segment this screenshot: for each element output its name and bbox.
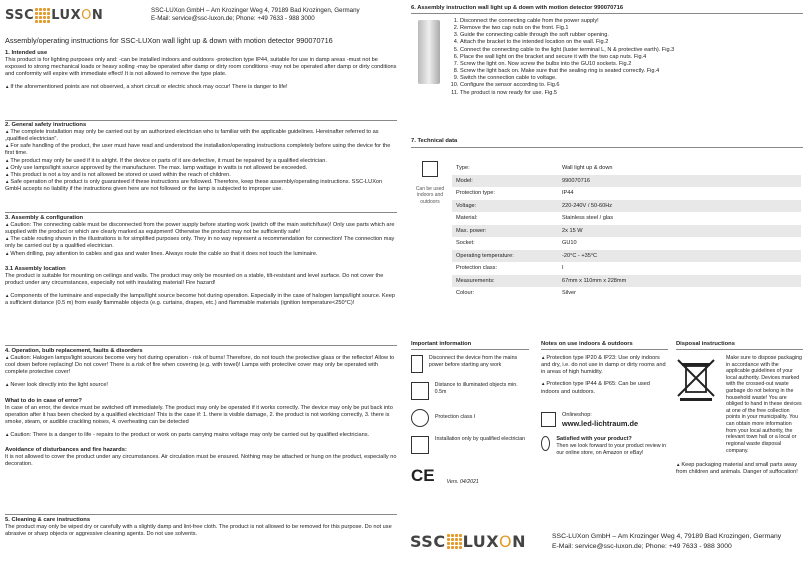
tech-value: I	[562, 265, 564, 272]
step: 2. Remove the two cap nuts on the front. Fig.1	[460, 25, 800, 32]
section-6-title: 6. Assembly instruction wall light up & down with motion detector 990070716	[411, 5, 624, 11]
protection-class-icon	[411, 409, 429, 427]
important-item: Protection class I	[435, 414, 476, 420]
step: 7. Screw the light on. Now screw the bulbs into the GU10 sockets. Fig.2	[460, 61, 800, 68]
satisfied-title: Satisfied with your product?	[556, 435, 632, 442]
s3-p2: ▲ The cable routing shown in the illustrations is for simplified purposes only. They in no way represent a recommendation for connection! The connection may only be carried out by a qualified electrician.	[5, 236, 397, 250]
disposal-warning: ▲ Keep packaging material and small parts away from children and animals. Danger of suffocation!	[676, 462, 803, 476]
s4-p4-title: Avoidance of disturbances and fire hazards:	[5, 447, 127, 454]
tech-value: -20°C - +35°C	[558, 250, 801, 263]
s4-p4: It is not allowed to cover the product under any circumstances. Air circulation must be ensured. Nothing may be attached or hung on the product, especially no decoration.	[5, 454, 397, 468]
shop-link[interactable]: www.led-lichtraum.de	[562, 418, 639, 428]
s2-p3: ▲ The product may only be used if it is alright. If the device or parts of it are defective, it must be repaired by a qualified electrician.	[5, 158, 397, 165]
s4-q-body: In case of an error, the device must be switched off immediately. The product may only be operated if it works correctly. The device may only be put back into operation after it has been checked by a qualified electrician! This is the case if: 1. there is visible damage, 2. the product is not working correctly, 3. there is smoke, steam, or audible crackling noises, 4. overheating can be detected	[5, 404, 393, 425]
section-1-title: 1. Intended use	[5, 50, 48, 56]
s4-p2: ▲ Never look directly into the light source!	[5, 382, 397, 389]
s2-p1: ▲ The complete installation may only be carried out by an authorized electrician who is familiar with the applicable guidelines. Hereinafter referred to as „qualified electrician".	[5, 129, 397, 143]
indoor-outdoor-caption: Can be used indoors and outdoors	[415, 186, 445, 205]
s2-p2: ▲ For safe handling of the product, the user must have read and understood the installation/operating instructions completely before using the device for the first time.	[5, 143, 397, 157]
important-item: Installation only by qualified electrician	[435, 436, 526, 442]
tech-value: 990070716	[558, 175, 801, 188]
important-item: Distance to illuminated objects min. 0.5m	[434, 382, 518, 395]
section-3	[5, 215, 397, 307]
product-image	[418, 20, 440, 84]
tech-table	[452, 162, 801, 300]
tech-value: 67mm x 110mm x 228mm	[558, 275, 801, 288]
smiley-icon	[541, 436, 550, 451]
disconnect-icon	[411, 355, 423, 373]
s3-sub-body: The product is suitable for mounting on ceilings and walls. The product may only be mounted on a stable, tilt-resistant and level surface. Do not cover the product under any circumstances, especially not with insulating material! Fire hazard!	[5, 272, 384, 286]
important-title: Important information	[411, 341, 472, 347]
tech-value: Stainless steel / glas	[562, 215, 613, 222]
tech-value: IP44	[562, 190, 574, 197]
important-item: Disconnect the device from the mains power before starting any work	[428, 355, 518, 368]
tech-value: 220-240V / 50-60Hz	[558, 200, 801, 213]
tech-label: Max. power:	[452, 225, 558, 238]
shop-label: Onlineshop:	[562, 411, 592, 418]
tech-label: Protection type:	[456, 190, 495, 197]
tech-label: Operating temperature:	[452, 250, 558, 263]
tech-value: Silver	[562, 290, 576, 297]
shop-icon	[541, 412, 556, 427]
s4-p1: ▲ Caution: Halogen lamps/light sources become very hot during operation - risk of burns! Therefore, do not touch the protective glass or the reflector! Allow to cool down before replacing! Do not cover! There is a risk of fire when covering (e.g. with towel)! Lamps with protective cover may only be operated with complete protective cover!	[5, 355, 397, 376]
version: Vers. 04/2021	[446, 479, 479, 486]
disposal-title: Disposal instructions	[676, 341, 735, 347]
section-3-title: 3. Assembly & configuration	[5, 215, 84, 221]
step: 4. Attach the bracket to the intended location on the wall. Fig.2	[460, 39, 800, 46]
step: 9. Switch the connection cable to voltage.	[460, 75, 800, 82]
tech-label: Colour:	[456, 290, 475, 297]
s4-q: What to do in case of error?	[5, 397, 82, 404]
s3-p3: ▲ When drilling, pay attention to cables and gas and water lines. Always route the cable so that it does not touch the luminaire.	[5, 251, 397, 258]
step: 3. Guide the connecting cable through the soft rubber opening.	[460, 32, 800, 39]
tech-label: Material:	[456, 215, 478, 222]
satisfied-body: Then we look forward to your product review in our online store, on Amazon or eBay!	[556, 443, 667, 456]
notes-p2: ▲ Protection type IP44 & IP65: Can be used indoors and outdoors.	[541, 381, 668, 395]
tech-value: GU10	[562, 240, 577, 247]
s4-p3: ▲ Caution: There is a danger to life - repairs to the product or work on parts carrying mains voltage may only be carried out by qualified electricians.	[5, 432, 397, 439]
step: 1. Disconnect the connecting cable from the power supply!	[460, 18, 800, 25]
step: 5. Connect the connecting cable to the light (luster terminal L, N & protective earth). Fig.3	[460, 47, 800, 54]
tech-label: Type:	[456, 165, 470, 172]
s3-sub-title: 3.1 Assembly location	[5, 265, 66, 272]
tech-label: Protection class:	[456, 265, 498, 272]
distance-icon	[411, 382, 429, 400]
tech-label: Measurements:	[452, 275, 558, 288]
assembly-steps	[450, 18, 800, 97]
electrician-icon	[411, 436, 429, 454]
section-4	[5, 348, 397, 468]
tech-label: Socket:	[456, 240, 475, 247]
notes-title: Notes on use indoors & outdoors	[541, 341, 633, 347]
section-5-body: The product may only be wiped dry or carefully with a slightly damp and lint-free cloth. The product is not allowed to be removed for this purpose. Do not use abrasive or sharp objects or aggressive cleaning agents. Do not use solvents.	[5, 523, 392, 538]
tech-label: Voltage:	[452, 200, 558, 213]
s2-p6: ▲ Safe operation of the product is only guaranteed if these instructions are followed. Therefore, keep these assembly/operating instructions. SSC-LUXon GmbH accepts no liability if the instructions given here are not followed or the lamp is subjected to improper use.	[5, 179, 397, 193]
section-7-title: 7. Technical data	[411, 138, 458, 144]
section-1-body: This product is for lighting purposes only and: -can be installed indoors and outdoors -protection type IP44, suitable for use in damp areas -must not be exposed to strong mechanical loads or heavy soiling -may be operated after damp or dirty room conditions -may not be operated after damp or dirty conditions and conformity will expire with immediate effect! It is not allowed to remove the type plate.	[5, 56, 397, 78]
crossed-bin-icon	[676, 358, 716, 402]
step: 8. Screw the light back on. Make sure that the sealing ring is seated correctly. Fig.4	[460, 68, 800, 75]
section-4-title: 4. Operation, bulb replacement, faults & disorders	[5, 348, 143, 354]
notes-body	[541, 355, 668, 457]
section-1-warning: ▲ If the aforementioned points are not observed, a short circuit or electric shock may occur! There is danger to life!	[5, 84, 397, 91]
section-2	[5, 122, 397, 193]
tech-label: Model:	[452, 175, 558, 188]
step: 6. Place the wall light on the bracket and secure it with the two cap nuts. Fig.4	[460, 54, 800, 61]
ce-mark-icon: CE	[411, 466, 435, 485]
footer-logo: SSC LUX O N	[410, 532, 527, 551]
step: 10. Configure the sensor according to. Fig.6	[460, 82, 800, 89]
section-5-title: 5. Cleaning & care instructions	[5, 517, 91, 523]
important-list	[411, 355, 529, 486]
s2-p5: ▲ This product is not a toy and is not allowed be stored or used within the reach of children.	[5, 172, 397, 179]
section-2-title: 2. General safety instructions	[5, 122, 87, 128]
house-icon	[422, 161, 438, 177]
step: 11. The product is now ready for use. Fig.5	[460, 90, 800, 97]
s3-sub-warn: ▲ Components of the luminaire and especially the lamps/light source become hot during operation. Especially in the case of halogen lamps/light source. Keep a sufficient distance (0.5 m) from easily flammable objects (e.g. curtains, drapes, etc.) and flammable materials (ignition temperature<250°C)!	[5, 293, 397, 307]
brand-logo: SSC LUX O N	[5, 8, 104, 23]
tech-value: Wall light up & down	[562, 165, 613, 172]
doc-title: Assembly/operating instructions for SSC-LUXon wall light up & down with motion detector 990070716	[5, 36, 333, 45]
footer-address: SSC-LUXon GmbH – Am Krozinger Weg 4, 79189 Bad Krozingen, Germany E-Mail: service@ssc-luxon.de; Phone: +49 7633 - 988 3000	[552, 533, 782, 550]
tech-value: 2x 15 W	[558, 225, 801, 238]
s2-p4: ▲ Only use lamps/light source approved by the manufacturer. The max. lamp wattage in watts is not allowed be exceeded.	[5, 165, 397, 172]
notes-p1: ▲ Protection type IP20 & IP23: Use only indoors and dry, i.e. do not use in damp or dirty rooms and in areas of high humidity.	[541, 355, 668, 376]
s3-p1: ▲ Caution: The connecting cable must be disconnected from the power supply before starting work (switch off the main switch/fuse)! Only use parts which are supplied with the product or which are clearly marked as equipment! Otherwise the product may not be sufficiently safe!	[5, 222, 397, 236]
header-address: SSC-LUXon GmbH – Am Krozinger Weg 4, 79189 Bad Krozingen, Germany E-Mail: service@ssc-luxon.de; Phone: +49 7633 - 988 3000	[151, 7, 360, 22]
left-column	[5, 50, 397, 92]
section-5	[5, 517, 397, 538]
disposal-body: Make sure to dispose packaging in accordance with the applicable guidelines of your local authority. Devices marked with the crossed-out waste garbage do not belong in the household waste! You are obliged to hand in these devices at one of the free collection points in your municipality. You can obtain more information from your local authority, the relevant town hall or a local or regional waste disposal company.	[726, 355, 802, 454]
